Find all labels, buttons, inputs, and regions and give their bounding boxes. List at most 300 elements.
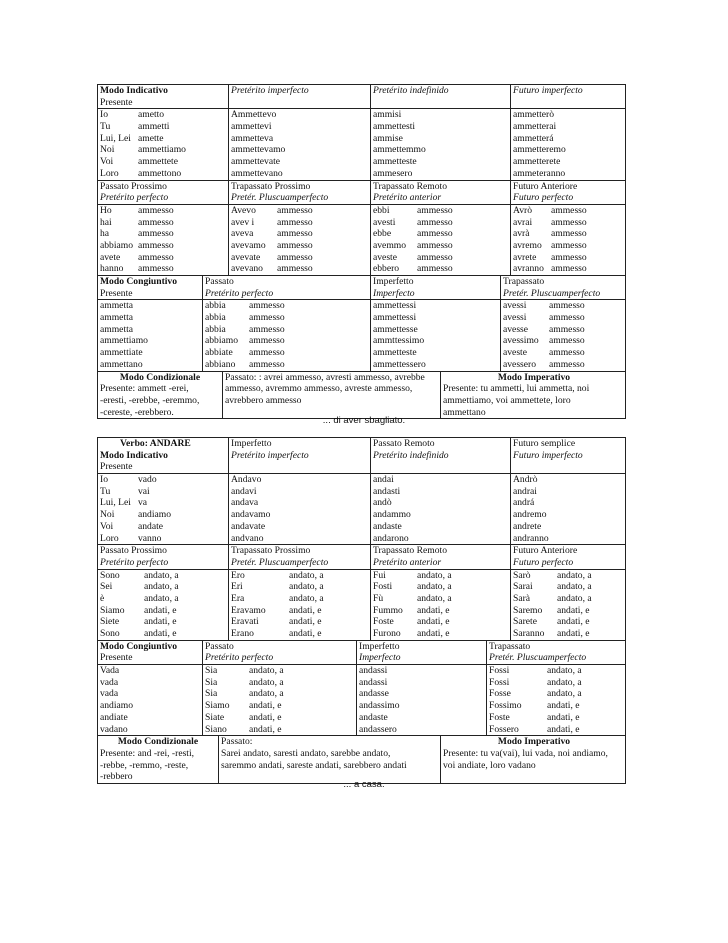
- conjugation-text: andato, a: [144, 569, 179, 581]
- conjugation-text: ammesso: [549, 335, 585, 347]
- conjugation-text: Sarai: [513, 581, 533, 593]
- table-cell: [100, 521, 226, 533]
- table-cell: [231, 240, 368, 252]
- conjugation-text: -rebbe, -remmo, -reste,: [100, 759, 189, 771]
- table-cell: [98, 276, 202, 299]
- conjugation-text: Pretér. Pluscuamperfecto: [503, 287, 601, 299]
- conjugation-text: abbiamo: [205, 335, 239, 347]
- conjugation-text: ammetterete: [513, 156, 561, 168]
- conjugation-text: avev i: [231, 216, 255, 228]
- conjugation-text: ammesso: [249, 300, 285, 312]
- conjugation-text: ammetteste: [373, 156, 417, 168]
- conjugation-text: Siate: [205, 711, 225, 723]
- passato-prossimo-forms: [98, 570, 228, 640]
- conjugation-text: andato, a: [289, 592, 324, 604]
- compound-forms-row: [98, 204, 625, 275]
- conjugation-text: Futuro Anteriore: [513, 180, 578, 192]
- conjugation-text: abbia: [205, 312, 226, 324]
- conjugation-text: Pretérito perfecto: [205, 652, 274, 664]
- trapassato-remoto-forms: [370, 570, 510, 640]
- conjugation-text: andavate: [231, 520, 266, 532]
- table-cell: [100, 144, 226, 156]
- conjugation-text: Avrò: [513, 204, 533, 216]
- table-cell: [205, 712, 354, 724]
- conjugation-text: andasse: [359, 688, 389, 700]
- header-modo-indicativo: Modo Indicativo: [100, 85, 168, 96]
- table-cell: [231, 605, 368, 617]
- conjugation-text: ammesso: [551, 204, 587, 216]
- conjugation-text: andiamo: [100, 700, 134, 712]
- table-cell: [98, 641, 202, 664]
- conjugation-text: Passato Prossimo: [100, 180, 167, 192]
- cong-trapassato-forms: [486, 665, 627, 735]
- condizionale-passato: [218, 736, 440, 783]
- conjugation-text: -eresti, -erebbe, -eremmo,: [100, 394, 200, 406]
- table-cell: [489, 700, 625, 712]
- table-cell: [513, 581, 623, 593]
- indicativo-header-row: [98, 85, 625, 108]
- futuro-anteriore-forms: [510, 570, 625, 640]
- conjugation-text: aveva: [231, 228, 254, 240]
- indicativo-header-row: [98, 438, 625, 473]
- conjugation-text: ammesso: [138, 204, 174, 216]
- conjugation-text: Imperfetto: [231, 438, 272, 449]
- imperfetto-forms: [228, 474, 370, 544]
- conjugation-text: ammettiamo: [100, 335, 148, 347]
- conjugation-text: Pretérito indefinido: [373, 449, 449, 461]
- table-cell: [231, 628, 368, 640]
- conjugation-text: ammetterò: [513, 109, 555, 121]
- conjugation-text: vado: [138, 474, 157, 486]
- table-cell: [231, 616, 368, 628]
- conjugation-text: abbiano: [205, 358, 236, 370]
- conjugation-text: Foste: [373, 616, 394, 628]
- conjugation-text: ammetteva: [231, 132, 274, 144]
- table-cell: [100, 109, 226, 121]
- table-cell: [228, 438, 370, 473]
- conjugation-text: abbia: [205, 323, 226, 335]
- conjugation-text: ammesso: [249, 323, 285, 335]
- table-cell: [373, 252, 508, 264]
- conjugation-text: Andavo: [231, 474, 262, 486]
- futuro-forms: [510, 109, 625, 179]
- header-presente: Presente: [100, 96, 133, 108]
- conjugation-text: Futuro semplice: [513, 438, 576, 449]
- conjugation-text: ammettevamo: [231, 144, 286, 156]
- conjugation-text: Siete: [100, 616, 120, 628]
- condizionale-row: [98, 735, 625, 783]
- conjugation-text: andvano: [231, 532, 264, 544]
- conjugation-text: ammesso: [551, 263, 587, 275]
- congiuntivo-header-row: [98, 640, 625, 664]
- conjugation-text: avemmo: [373, 239, 407, 251]
- table-cell: [205, 688, 354, 700]
- conjugation-text: avevamo: [231, 239, 266, 251]
- conjugation-text: ammesso, avremmo ammesso, avreste ammesso,: [225, 383, 413, 395]
- table-cell: [100, 168, 226, 180]
- conjugation-text: Imperfetto: [359, 640, 400, 652]
- conjugation-text: ammettesti: [373, 121, 416, 133]
- conjugation-text: andato, a: [417, 581, 452, 593]
- conjugation-text: avessi: [503, 300, 527, 312]
- table-cell: [100, 486, 226, 498]
- conjugation-text: vada: [100, 688, 119, 700]
- table-cell: [98, 181, 228, 204]
- conjugation-text: Ero: [231, 569, 245, 581]
- conjugation-text: ammetteremo: [513, 144, 566, 156]
- conjugation-text: andato, a: [557, 581, 592, 593]
- conjugation-text: ammesso: [138, 228, 174, 240]
- table-cell: [228, 181, 370, 204]
- conjugation-text: Sia: [205, 676, 218, 688]
- conjugation-text: ammetta: [100, 300, 134, 312]
- conjugation-text: ammesso: [549, 323, 585, 335]
- conjugation-text: andati, e: [289, 616, 322, 628]
- conjugation-text: andrai: [513, 485, 537, 497]
- table-cell: [100, 156, 226, 168]
- table-cell: [489, 677, 625, 689]
- table-cell: [373, 628, 508, 640]
- cong-passato-forms: [202, 300, 370, 370]
- table-cell: [513, 616, 623, 628]
- table-cell: [100, 509, 226, 521]
- conjugation-text: Sia: [205, 688, 218, 700]
- conjugation-text: andò: [373, 497, 392, 509]
- conjugation-text: andati, e: [144, 616, 177, 628]
- table-cell: [100, 570, 226, 582]
- conjugation-text: andato, a: [547, 676, 582, 688]
- table-cell: [100, 217, 226, 229]
- remoto-forms: [370, 474, 510, 544]
- conjugation-text: ammettessero: [373, 358, 426, 370]
- conjugation-text: Presente: ammett -erei,: [100, 383, 189, 395]
- conjugation-text: aveste: [503, 347, 527, 359]
- conjugation-text: Io: [100, 474, 108, 486]
- conjugation-text: andavi: [231, 485, 257, 497]
- conjugation-text: ammesso: [549, 358, 585, 370]
- condizionale-title: Modo Condizionale: [117, 736, 199, 748]
- conjugation-text: andati, e: [417, 604, 450, 616]
- indicativo-forms-row: [98, 108, 625, 179]
- conjugation-text: Fossi: [489, 676, 510, 688]
- conjugation-text: voi andiate, loro vadano: [443, 759, 536, 771]
- table-cell: [100, 628, 226, 640]
- conjugation-text: avesti: [373, 216, 396, 228]
- conjugation-text: Trapassato Remoto: [373, 545, 447, 557]
- conjugation-text: ebbe: [373, 228, 392, 240]
- trapassato-prossimo-forms: [228, 205, 370, 275]
- conjugation-text: andati, e: [547, 711, 580, 723]
- conjugation-text: avessi: [503, 312, 527, 324]
- table-cell: [373, 570, 508, 582]
- conjugation-text: Pretérito anterior: [373, 192, 442, 204]
- conjugation-text: Avevo: [231, 204, 256, 216]
- conjugation-text: Fossi: [489, 665, 510, 677]
- conjugation-text: andassi: [359, 676, 388, 688]
- conjugation-text: Presente: [100, 287, 133, 299]
- table-cell: [100, 263, 226, 275]
- table-cell: [513, 228, 623, 240]
- table-cell: [205, 677, 354, 689]
- table-cell: [100, 121, 226, 133]
- conjugation-text: Modo Congiuntivo: [100, 276, 178, 287]
- cong-imperfetto-forms: [356, 665, 486, 735]
- condizionale-title: Modo Condizionale: [119, 371, 201, 383]
- table-cell: [503, 335, 625, 347]
- conjugation-text: andati, e: [557, 604, 590, 616]
- conjugation-text: Fosse: [489, 688, 511, 700]
- conjugation-text: Sarà: [513, 592, 531, 604]
- table-cell: [98, 736, 218, 783]
- conjugation-text: aveste: [373, 251, 397, 263]
- table-cell: [205, 665, 354, 677]
- congiuntivo-forms-row: [98, 299, 625, 370]
- conjugation-text: Fosti: [373, 581, 393, 593]
- condizionale-row: [98, 371, 625, 419]
- conjugation-text: ammesso: [551, 216, 587, 228]
- passato-prossimo-forms: [98, 205, 228, 275]
- conjugation-text: ammesso: [417, 263, 453, 275]
- table-cell: [370, 85, 510, 108]
- cong-presente-forms: [98, 300, 202, 370]
- conjugation-text: andati, e: [144, 628, 177, 639]
- conjugation-text: andate: [138, 520, 164, 532]
- conjugation-text: andiamo: [138, 509, 172, 521]
- trapassato-prossimo-forms: [228, 570, 370, 640]
- conjugation-text: Saremo: [513, 604, 543, 616]
- cong-imperfetto-forms: [370, 300, 500, 370]
- conjugation-text: ammeteranno: [513, 167, 566, 179]
- cong-presente-forms: [98, 665, 202, 735]
- conjugation-text: andato, a: [144, 592, 179, 604]
- conjugation-text: Tu: [100, 485, 111, 497]
- conjugation-text: avessero: [503, 358, 537, 370]
- table-cell: [228, 85, 370, 108]
- conjugation-text: ammesso: [249, 312, 285, 324]
- table-cell: [100, 581, 226, 593]
- conjugation-text: ammesso: [549, 300, 585, 312]
- table-cell: [205, 300, 368, 312]
- conjugation-text: avessimo: [503, 335, 539, 347]
- conjugation-text: Sarò: [513, 569, 531, 581]
- conjugation-text: andarono: [373, 532, 409, 544]
- trapassato-remoto-forms: [370, 205, 510, 275]
- conjugation-text: Futuro Anteriore: [513, 545, 578, 557]
- conjugation-text: andato, a: [547, 688, 582, 700]
- conjugation-text: Eravati: [231, 616, 259, 628]
- table-cell: [228, 545, 370, 568]
- conjugation-text: Sarei andato, saresti andato, sarebbe andato,: [221, 747, 391, 759]
- table-cell: [231, 593, 368, 605]
- table-cell: [98, 545, 228, 568]
- conjugation-text: ammesso: [549, 347, 585, 359]
- imperativo-title: Modo Imperativo: [497, 371, 571, 383]
- conjugation-text: avete: [100, 251, 121, 263]
- conjugation-text: Fui: [373, 569, 386, 581]
- conjugation-text: vada: [100, 676, 119, 688]
- conjugation-text: andato, a: [289, 581, 324, 593]
- conjugation-text: Saranno: [513, 628, 545, 639]
- header-presente: Presente: [100, 461, 133, 473]
- conjugation-text: ammesso: [277, 263, 313, 275]
- conjugation-text: ammettete: [138, 156, 178, 168]
- table-cell: [503, 359, 625, 371]
- conjugation-text: Furono: [373, 628, 401, 639]
- conjugation-text: Lui, Lei: [100, 132, 131, 144]
- compound-forms-row: [98, 569, 625, 640]
- table-cell: [513, 605, 623, 617]
- conjugation-text: hanno: [100, 263, 124, 275]
- conjugation-text: amette: [138, 132, 164, 144]
- table-cell: [231, 581, 368, 593]
- table-cell: [489, 665, 625, 677]
- conjugation-text: andati, e: [249, 711, 282, 723]
- conjugation-text: ammesso: [277, 239, 313, 251]
- conjugation-text: andato, a: [289, 569, 324, 581]
- congiuntivo-forms-row: [98, 664, 625, 735]
- conjugation-text: Modo Congiuntivo: [100, 640, 178, 652]
- table-cell: [489, 712, 625, 724]
- conjugation-text: è: [100, 592, 105, 604]
- table-cell: [202, 276, 370, 299]
- table-cell: [231, 205, 368, 217]
- conjugation-text: andassimo: [359, 700, 400, 712]
- compound-header-row: [98, 544, 625, 568]
- cong-trapassato-forms: [500, 300, 627, 370]
- conjugation-text: Pretér. Pluscuamperfecto: [489, 652, 587, 664]
- conjugation-text: Sono: [100, 628, 120, 639]
- conjugation-text: Passato Prossimo: [100, 545, 167, 557]
- conjugation-text: ammettano: [443, 406, 486, 418]
- conjugation-text: Sei: [100, 581, 113, 593]
- conjugation-text: andato, a: [547, 665, 582, 677]
- conjugation-text: ammetterai: [513, 121, 557, 133]
- conjugation-text: -rebbero: [100, 771, 133, 783]
- conjugation-text: Imperfecto: [359, 652, 401, 664]
- conjugation-text: Pretérito perfecto: [100, 556, 169, 568]
- table-cell: [370, 545, 510, 568]
- conjugation-text: Presente: and -rei, -resti,: [100, 747, 195, 759]
- conjugation-text: avremo: [513, 239, 542, 251]
- conjugation-text: ammesso: [551, 251, 587, 263]
- conjugation-text: andavamo: [231, 509, 271, 521]
- table-cell: [100, 616, 226, 628]
- table-cell: [373, 205, 508, 217]
- conjugation-text: andassi: [359, 665, 388, 677]
- conjugation-text: Presente: [100, 652, 133, 664]
- table-cell: [100, 205, 226, 217]
- conjugation-text: andranno: [513, 532, 549, 544]
- conjugation-text: ammettono: [138, 167, 182, 179]
- conjugation-text: andati, e: [249, 700, 282, 712]
- conjugation-text: avrai: [513, 216, 533, 228]
- conjugation-text: andai: [373, 474, 394, 486]
- conjugation-text: hai: [100, 216, 112, 228]
- conjugation-text: ammettevano: [231, 167, 283, 179]
- table-cell: [513, 628, 623, 640]
- table-cell: [513, 217, 623, 229]
- table-cell: [98, 372, 222, 419]
- table-cell: [513, 205, 623, 217]
- conjugation-text: andaste: [373, 520, 402, 532]
- example-note-2: ... a casa.: [343, 779, 385, 790]
- condizionale-passato: [222, 372, 440, 419]
- table-cell: [489, 724, 625, 736]
- conjugation-table-ammettere: [97, 84, 626, 419]
- table-cell: [370, 181, 510, 204]
- conjugation-text: ammetta: [100, 312, 134, 324]
- conjugation-table-andare: [97, 437, 626, 784]
- conjugation-text: Siamo: [205, 700, 230, 712]
- conjugation-text: Pretérito anterior: [373, 556, 442, 568]
- table-cell: [231, 228, 368, 240]
- table-cell: [373, 217, 508, 229]
- table-cell: [513, 240, 623, 252]
- conjugation-text: Futuro imperfecto: [513, 449, 583, 461]
- futuro-anteriore-forms: [510, 205, 625, 275]
- conjugation-text: andaste: [359, 711, 388, 723]
- table-cell: [100, 593, 226, 605]
- table-cell: [205, 724, 354, 736]
- conjugation-text: ammetteste: [373, 347, 417, 359]
- table-cell: [503, 312, 625, 324]
- conjugation-text: Erano: [231, 628, 254, 639]
- conjugation-text: andrá: [513, 497, 535, 509]
- conjugation-text: andammo: [373, 509, 411, 521]
- conjugation-text: andato, a: [417, 592, 452, 604]
- conjugation-text: Loro: [100, 167, 119, 179]
- congiuntivo-header-row: [98, 275, 625, 299]
- conjugation-text: Sono: [100, 569, 120, 581]
- conjugation-text: andato, a: [417, 569, 452, 581]
- conjugation-text: ammettiamo, voi ammettete, loro: [443, 394, 571, 406]
- table-cell: [356, 641, 486, 664]
- table-cell: [100, 252, 226, 264]
- conjugation-text: Trapassato: [489, 640, 531, 652]
- conjugation-text: ammesero: [373, 167, 413, 179]
- conjugation-text: ammesso: [277, 228, 313, 240]
- conjugation-text: ammesso: [138, 216, 174, 228]
- conjugation-text: Ho: [100, 204, 112, 216]
- conjugation-text: ammettevi: [231, 121, 272, 133]
- conjugation-text: ammettemmo: [373, 144, 426, 156]
- conjugation-text: ammesso: [551, 228, 587, 240]
- conjugation-text: Imperfetto: [373, 276, 414, 287]
- conjugation-text: Trapassato Prossimo: [231, 545, 311, 557]
- table-cell: [503, 347, 625, 359]
- conjugation-text: ammesso: [138, 251, 174, 263]
- conjugation-text: abbiate: [205, 347, 233, 359]
- table-cell: [231, 252, 368, 264]
- table-cell: [231, 263, 368, 275]
- table-cell: [100, 228, 226, 240]
- conjugation-text: ebbi: [373, 204, 390, 216]
- conjugation-text: ammesso: [277, 251, 313, 263]
- conjugation-text: andrete: [513, 520, 542, 532]
- conjugation-text: Pretérito perfecto: [100, 192, 169, 204]
- conjugation-text: Pretérito perfecto: [205, 287, 274, 299]
- conjugation-text: ha: [100, 228, 110, 240]
- table-cell: [373, 228, 508, 240]
- header-indefinido: Pretérito indefinido: [373, 85, 449, 96]
- conjugation-text: andato, a: [249, 688, 284, 700]
- table-cell: [510, 438, 625, 473]
- conjugation-text: ammise: [373, 132, 403, 144]
- conjugation-text: Presente: tu va(vai), lui vada, noi andiamo,: [443, 747, 608, 759]
- table-cell: [205, 347, 368, 359]
- conjugation-text: Noi: [100, 144, 115, 156]
- table-cell: [205, 700, 354, 712]
